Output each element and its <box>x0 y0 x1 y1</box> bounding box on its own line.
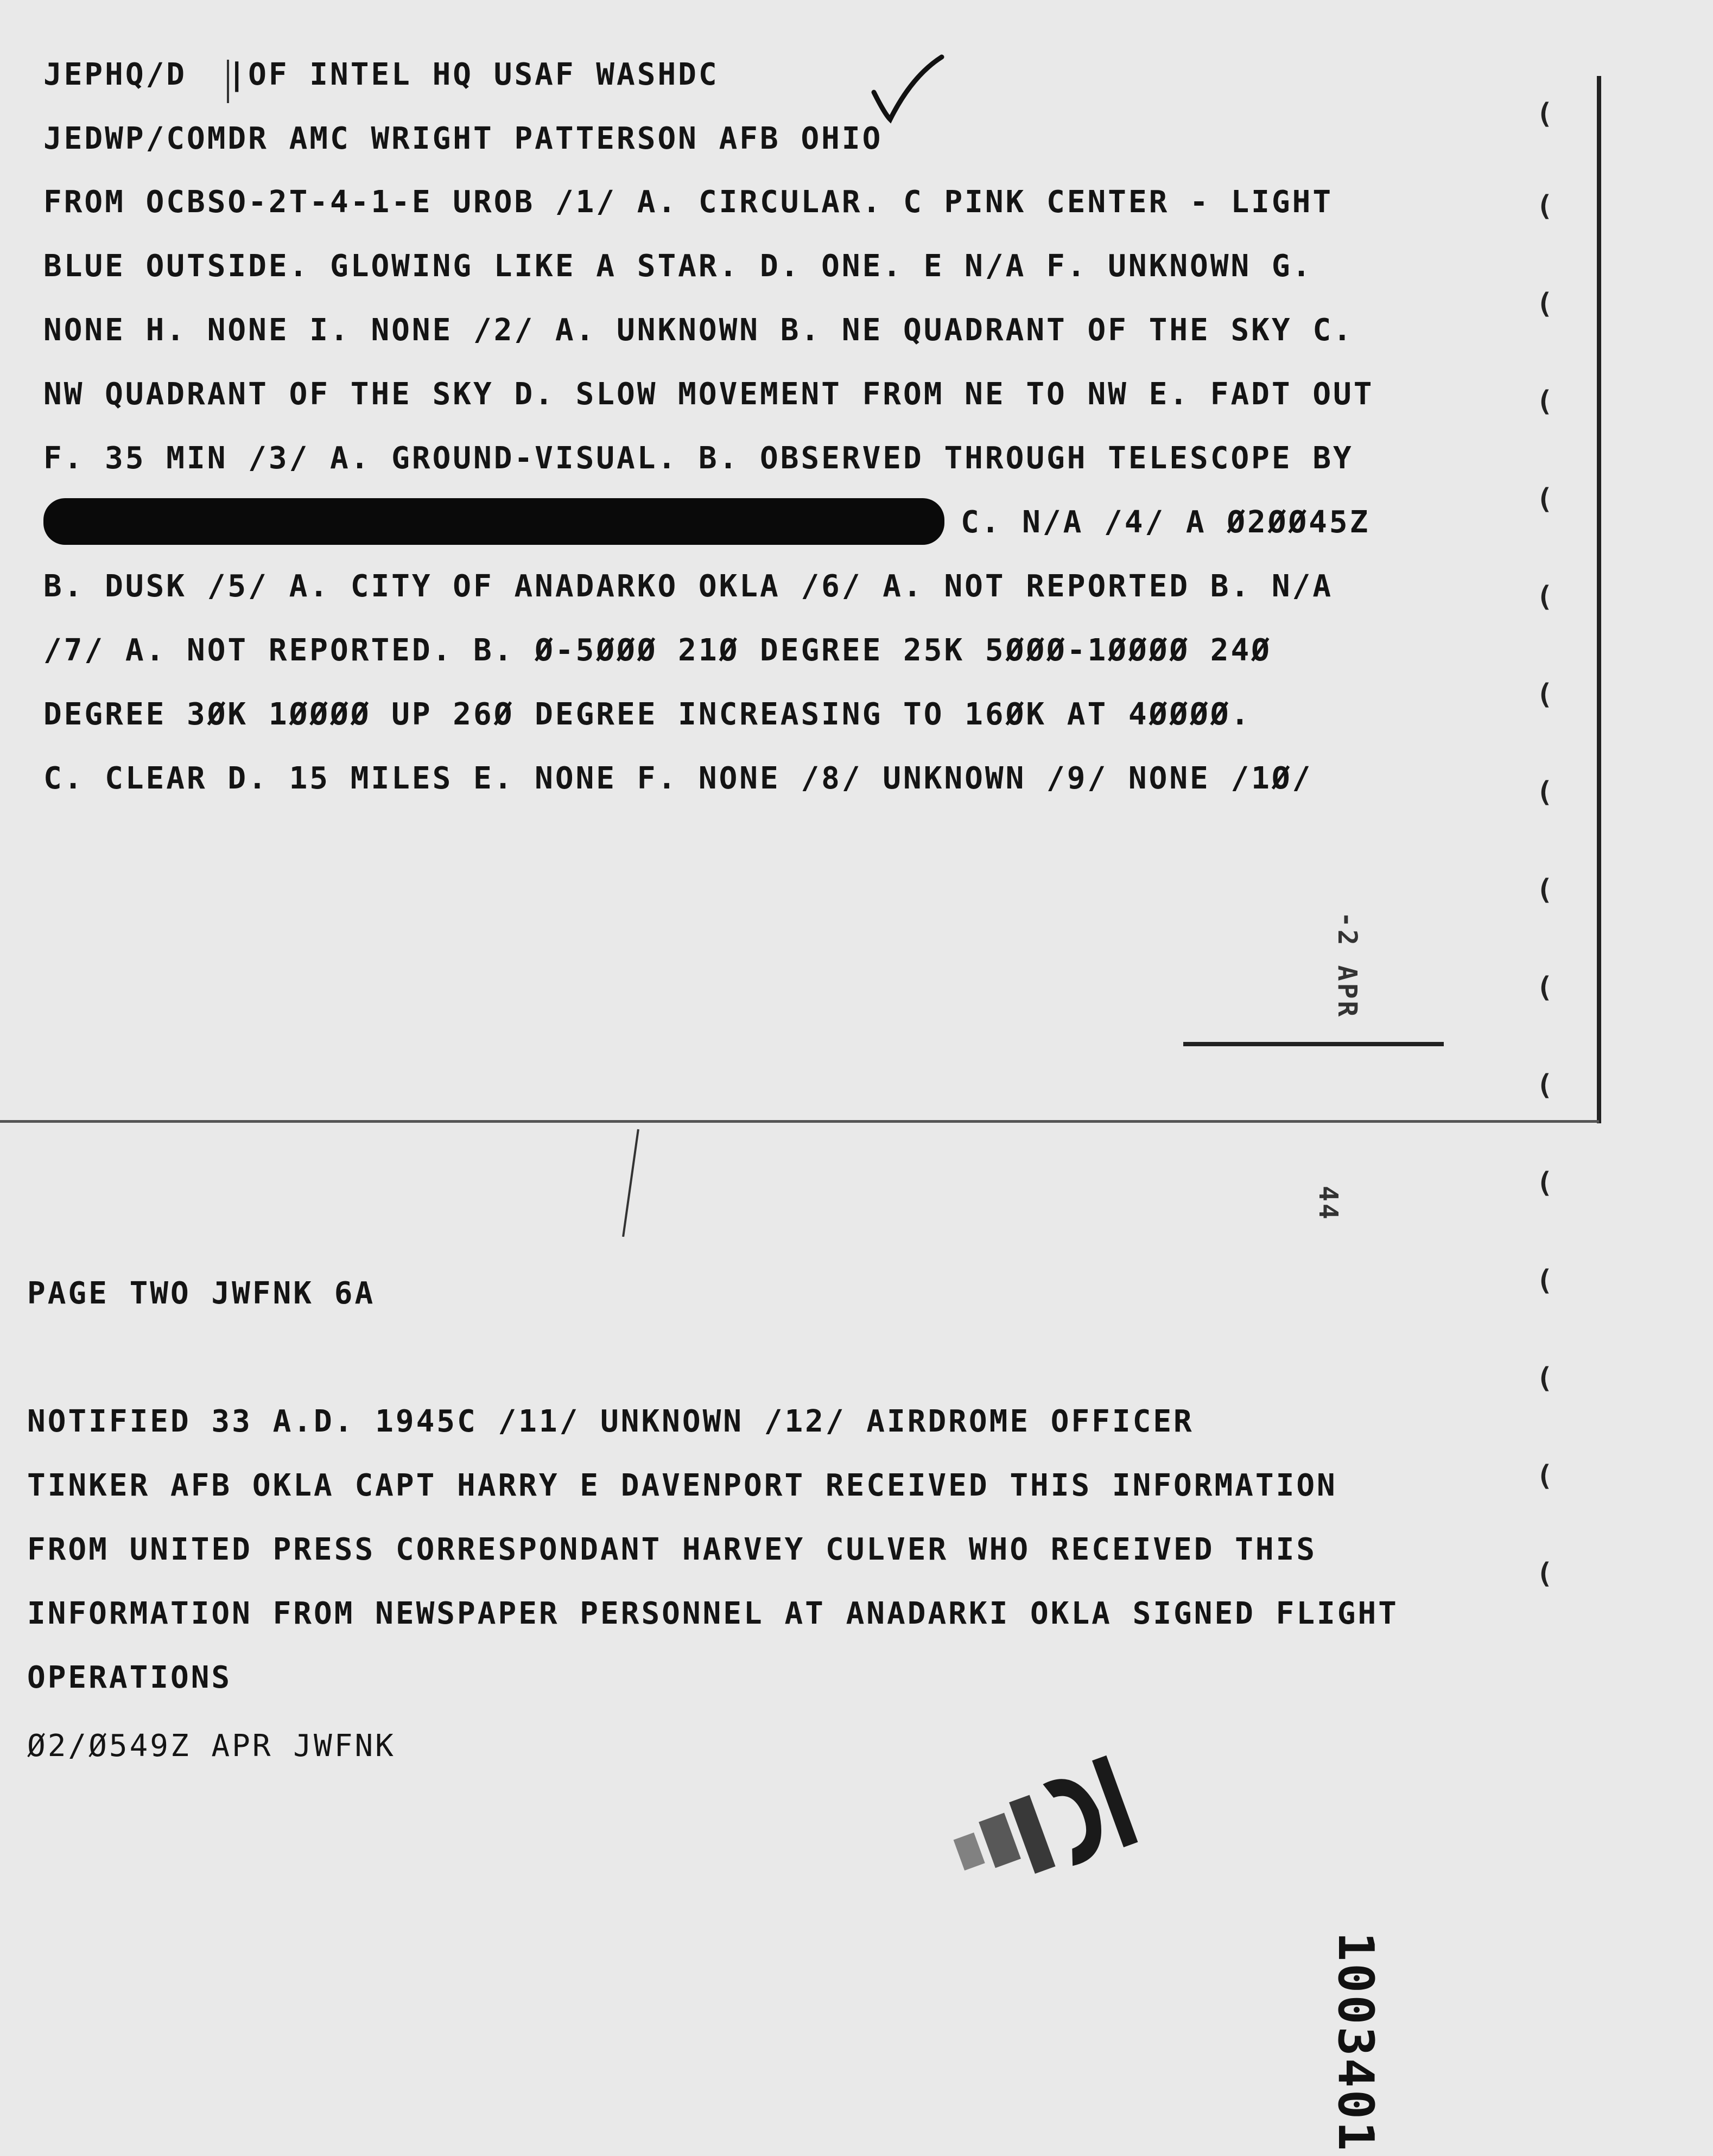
feed-hole: ( <box>1536 1557 1553 1590</box>
feed-hole: ( <box>1536 678 1553 711</box>
page-two-line-4: INFORMATION FROM NEWSPAPER PERSONNEL AT ANADARKI OKLA SIGNED FLIGHT <box>27 1596 1399 1631</box>
feed-hole: ( <box>1536 483 1553 516</box>
footer-line: Ø2/Ø549Z APR JWFNK <box>27 1728 396 1764</box>
page-two-line-1: NOTIFIED 33 A.D. 1945C /11/ UNKNOWN /12/ AIRDROME OFFICER <box>27 1404 1194 1439</box>
feed-hole: ( <box>1536 1069 1553 1102</box>
feed-hole: ( <box>1536 1460 1553 1492</box>
body-line-7: /7/ A. NOT REPORTED. B. Ø-5ØØØ 21Ø DEGREE 25K 5ØØØ-1ØØØØ 24Ø <box>43 633 1272 668</box>
slash-mark <box>622 1129 639 1237</box>
feed-hole: ( <box>1536 581 1553 613</box>
body-line-9: C. CLEAR D. 15 MILES E. NONE F. NONE /8/ UNKNOWN /9/ NONE /1Ø/ <box>43 761 1313 796</box>
received-date-stamp: -2 APR <box>1332 912 1362 1019</box>
address-line-1: JEPHQ/D |OF INTEL HQ USAF WASHDC <box>43 57 719 92</box>
feed-hole: ( <box>1536 98 1553 130</box>
body-line-1: FROM OCBSO-2T-4-1-E UROB /1/ A. CIRCULAR. C PINK CENTER - LIGHT <box>43 185 1334 220</box>
feed-hole: ( <box>1536 288 1553 320</box>
body-line-4: NW QUADRANT OF THE SKY D. SLOW MOVEMENT FROM NE TO NW E. FADT OUT <box>43 377 1374 412</box>
feed-hole: ( <box>1536 190 1553 222</box>
body-line-2: BLUE OUTSIDE. GLOWING LIKE A STAR. D. ONE. E N/A F. UNKNOWN G. <box>43 249 1313 284</box>
feed-hole: ( <box>1536 1264 1553 1297</box>
feed-hole: ( <box>1536 1362 1553 1395</box>
address-line-2: JEDWP/COMDR AMC WRIGHT PATTERSON AFB OHIO <box>43 121 883 156</box>
body-line-6: B. DUSK /5/ A. CITY OF ANADARKO OKLA /6/ A. NOT REPORTED B. N/A <box>43 569 1334 604</box>
page-two-line-2: TINKER AFB OKLA CAPT HARRY E DAVENPORT RECEIVED THIS INFORMATION <box>27 1468 1337 1503</box>
page-two-line-3: FROM UNITED PRESS CORRESPONDANT HARVEY CULVER WHO RECEIVED THIS <box>27 1532 1317 1567</box>
page-number-stamp: 44 <box>1313 1186 1343 1222</box>
frame-bottom-edge <box>0 1120 1599 1123</box>
feed-hole: ( <box>1536 971 1553 1004</box>
page-two-line-5: OPERATIONS <box>27 1660 232 1695</box>
feed-hole: ( <box>1536 776 1553 809</box>
feed-hole: ( <box>1536 385 1553 418</box>
redaction-bar <box>43 498 944 545</box>
stamp-underline <box>1183 1042 1444 1046</box>
smudged-stamp-icon <box>934 1747 1162 1910</box>
feed-hole: ( <box>1536 874 1553 906</box>
frame-right-edge <box>1597 76 1601 1123</box>
body-line-5: F. 35 MIN /3/ A. GROUND-VISUAL. B. OBSERVED THROUGH TELESCOPE BY <box>43 441 1354 476</box>
redacted-line-suffix: C. N/A /4/ A Ø2ØØ45Z <box>961 505 1371 540</box>
document-number: 1003401 <box>1327 1932 1384 2153</box>
checkmark-icon <box>868 54 944 130</box>
body-line-3: NONE H. NONE I. NONE /2/ A. UNKNOWN B. NE QUADRANT OF THE SKY C. <box>43 313 1354 348</box>
feed-hole: ( <box>1536 1167 1553 1199</box>
page-two-header: PAGE TWO JWFNK 6A <box>27 1276 376 1311</box>
body-line-8: DEGREE 3ØK 1ØØØØ UP 26Ø DEGREE INCREASING TO 16ØK AT 4ØØØØ. <box>43 697 1252 732</box>
